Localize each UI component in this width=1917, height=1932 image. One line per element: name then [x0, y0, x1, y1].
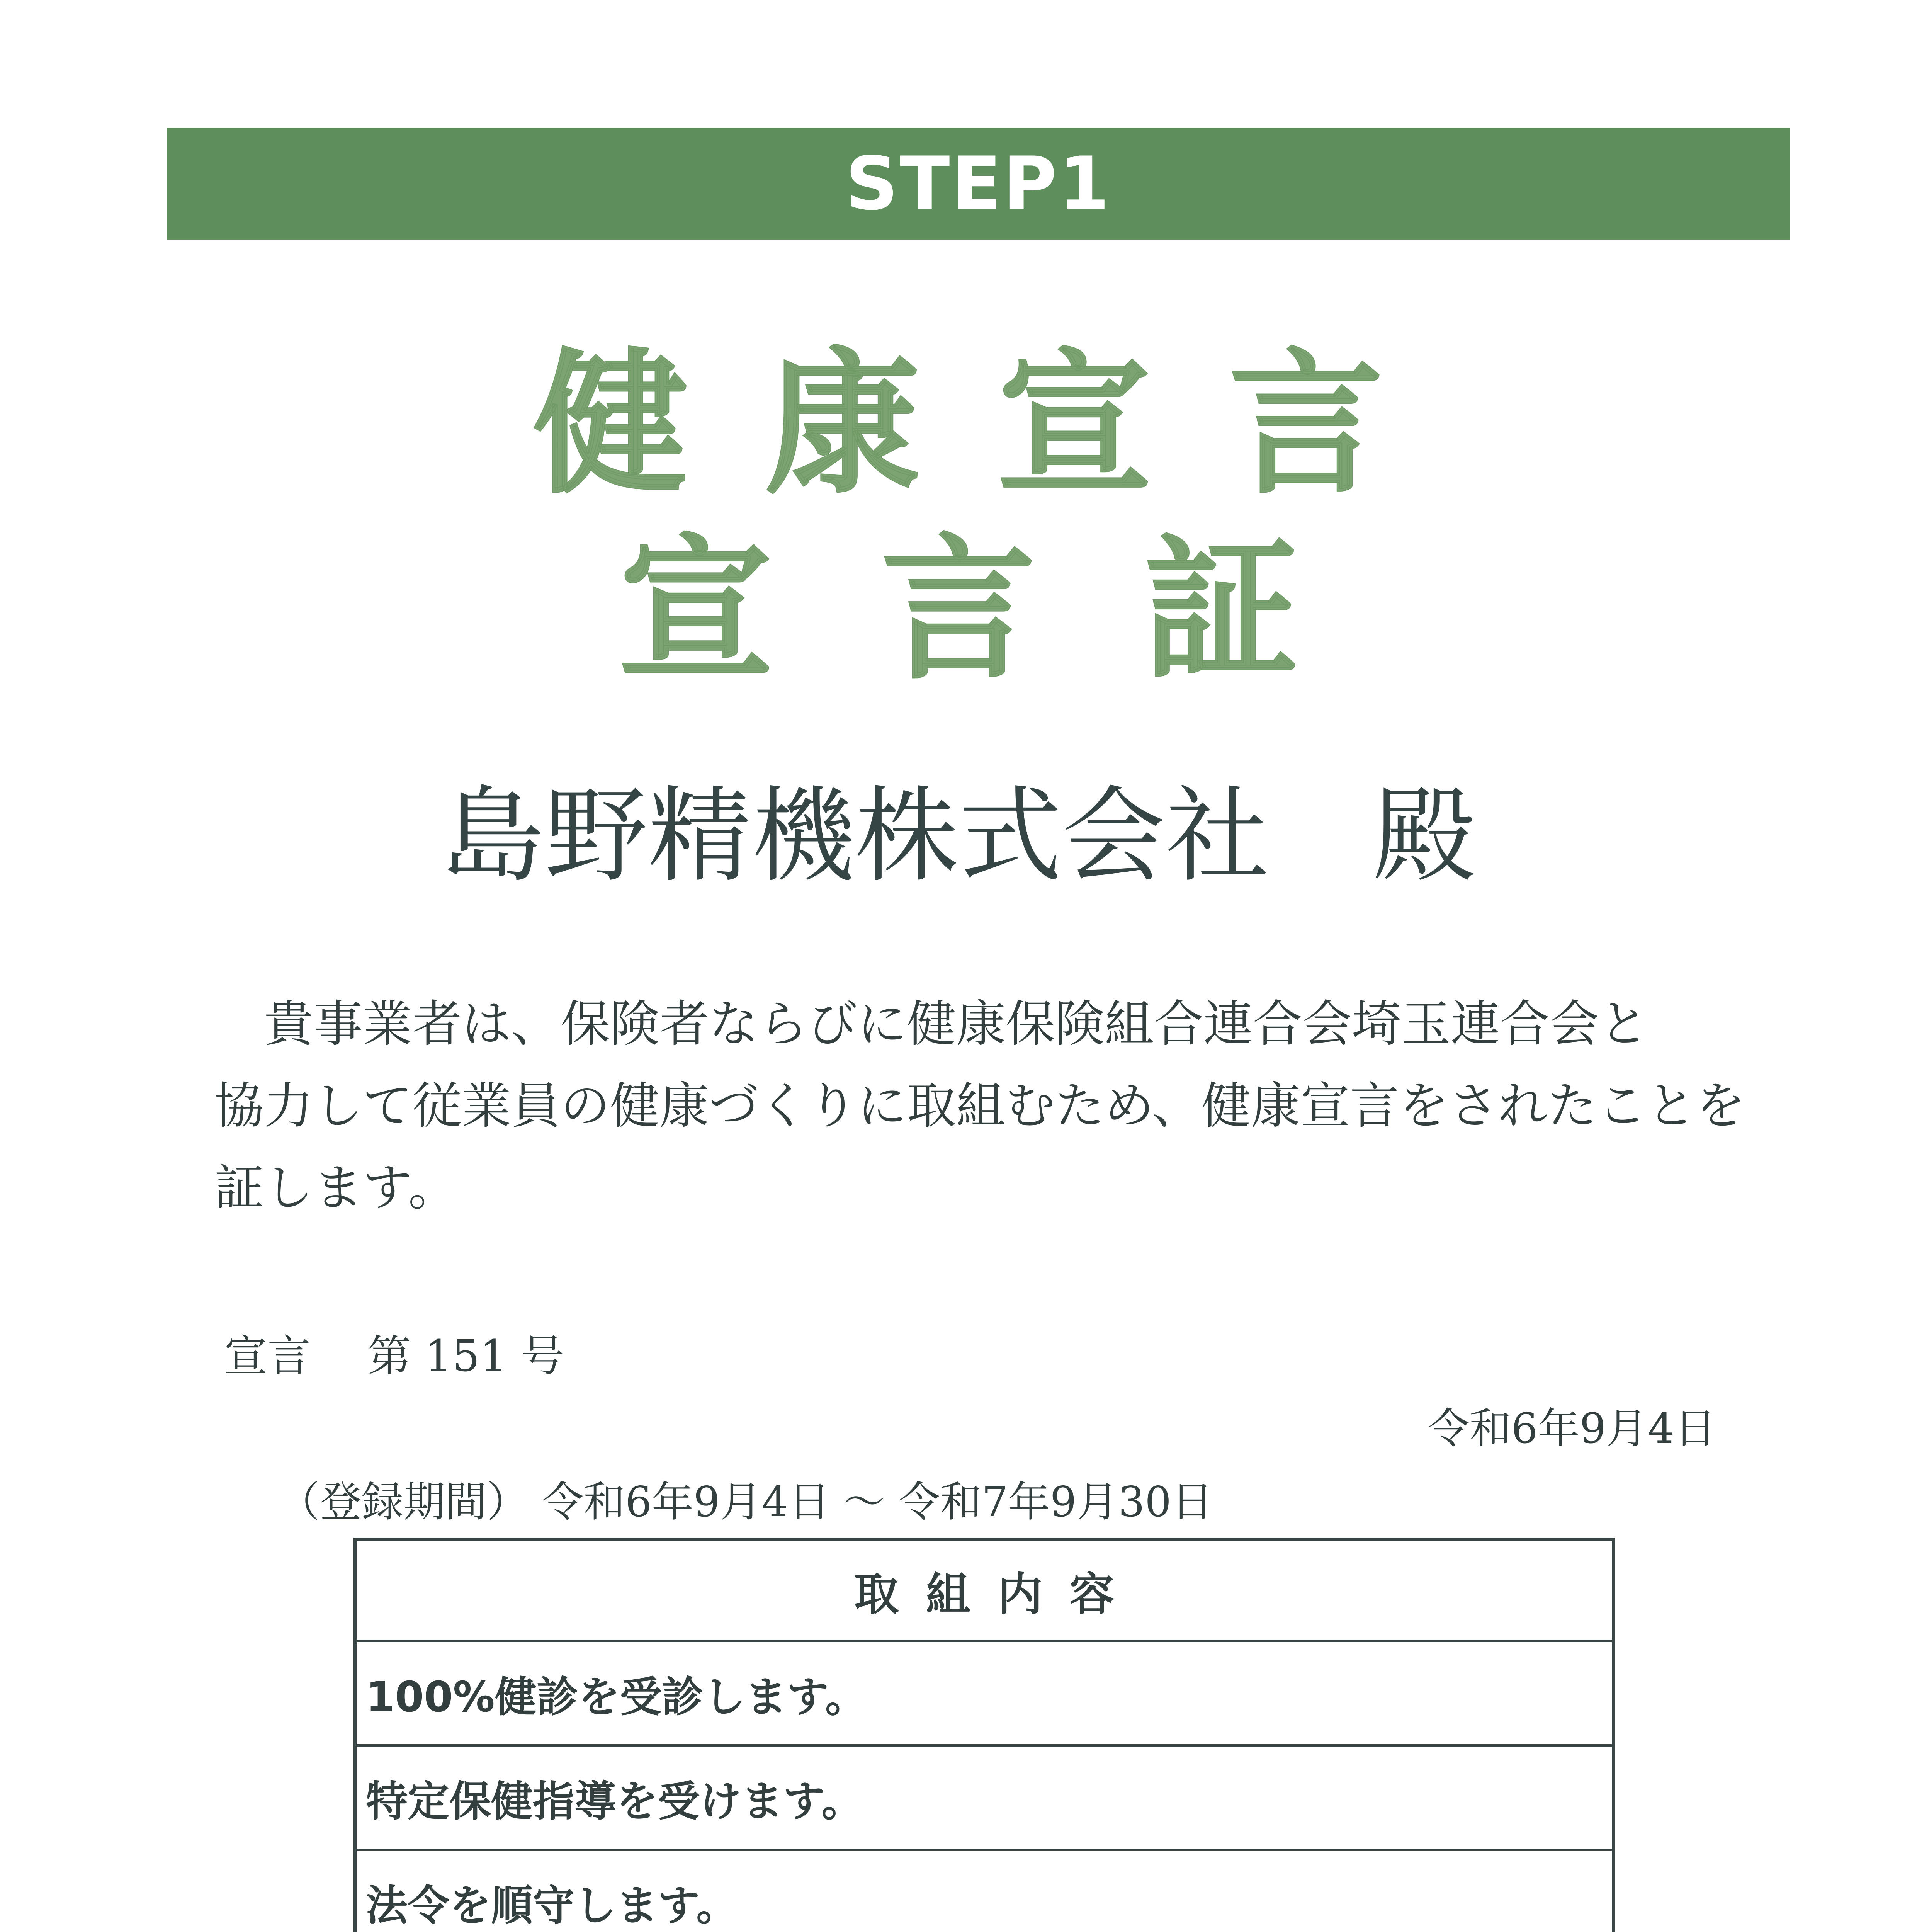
- registration-period: （登録期間） 令和6年9月4日 ～ 令和7年9月30日: [278, 1478, 1213, 1526]
- commitments-header: 取組内容: [357, 1541, 1612, 1642]
- step-label: STEP1: [845, 141, 1111, 226]
- commitment-row: 法令を順守します。: [357, 1851, 1612, 1932]
- title-health-declaration: 健康宣言: [534, 335, 1461, 515]
- issue-date: 令和6年9月4日: [1428, 1405, 1716, 1453]
- certificate-body-text: 貴事業者は、保険者ならびに健康保険組合連合会埼玉連合会と 協力して従業員の健康づくりに取組むため、健康宣言をされたことを 証します。: [214, 995, 1745, 1217]
- title-certificate: 宣言証: [619, 520, 1407, 700]
- commitment-row: 特定保健指導を受けます。: [357, 1747, 1612, 1851]
- commitment-row: 100%健診を受診します。: [357, 1642, 1612, 1747]
- commitments-table: [353, 1538, 1615, 1932]
- declaration-number: 宣言 第 151 号: [224, 1331, 564, 1381]
- company-name: 島野精機株式会社 殿: [441, 776, 1476, 896]
- step-banner: [167, 128, 1790, 240]
